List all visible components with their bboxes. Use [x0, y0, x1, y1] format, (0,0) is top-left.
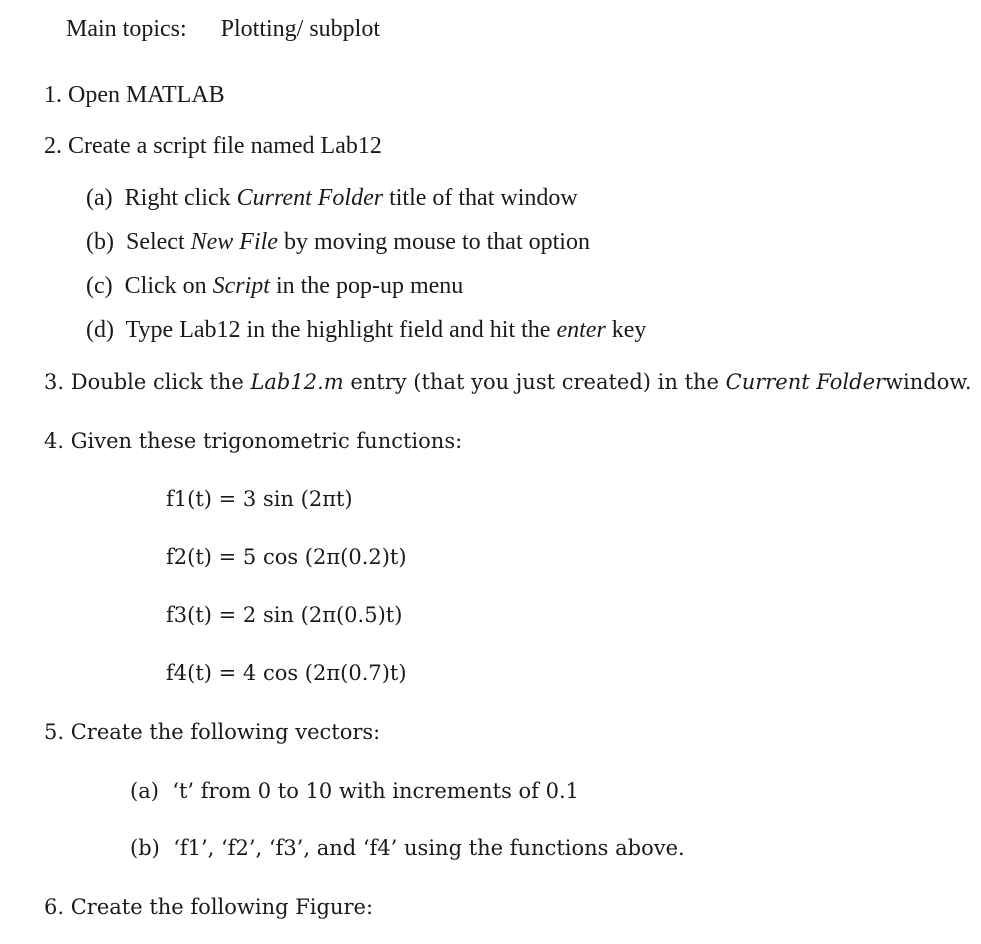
- step-4: [44, 431, 462, 452]
- step-5-sub-b: [130, 838, 685, 859]
- step-3: [44, 372, 972, 393]
- step-2-sub-b: [86, 230, 590, 254]
- step-number: 4.: [44, 429, 65, 453]
- step-number: 2.: [44, 133, 62, 159]
- step-number: 1.: [44, 82, 62, 108]
- sub-text-post: in the pop-up menu: [269, 273, 464, 299]
- step-text: Create the following Figure:: [70, 895, 374, 919]
- step-text: Open MATLAB: [68, 82, 225, 108]
- function-f3: [166, 605, 402, 626]
- step-text: Create a script file named Lab12: [68, 133, 382, 159]
- header-line: [66, 17, 380, 41]
- step-6: [44, 897, 373, 918]
- step-number: 3.: [44, 370, 65, 394]
- sub-text-pre: Right click: [124, 185, 237, 211]
- sub-text-post: by moving mouse to that option: [277, 229, 590, 255]
- sub-text-post: title of that window: [383, 185, 578, 211]
- sub-label: (d): [86, 317, 114, 343]
- sub-text-emphasis: Current Folder: [236, 185, 384, 211]
- step-number: 6.: [44, 895, 65, 919]
- function-formula: f1(t) = 3 sin (2πt): [166, 487, 353, 511]
- step-text: Create the following vectors:: [70, 720, 381, 744]
- step-2-sub-c: [86, 274, 463, 298]
- step-2: [44, 134, 382, 158]
- function-formula: f3(t) = 2 sin (2π(0.5)t): [166, 603, 403, 627]
- sub-text: ‘t’ from 0 to 10 with increments of 0.1: [172, 779, 580, 803]
- step-5: [44, 722, 380, 743]
- sub-text: ‘f1’, ‘f2’, ‘f3’, and ‘f4’ using the functions above.: [173, 836, 685, 860]
- step-text-pre: Double click the: [70, 370, 251, 394]
- sub-text-emphasis: New File: [190, 229, 278, 255]
- step-text-mid: entry (that you just created) in the: [343, 370, 726, 394]
- sub-label: (b): [86, 229, 114, 255]
- sub-label: (a): [86, 185, 113, 211]
- function-f1: [166, 489, 353, 510]
- sub-text-pre: Click on: [124, 273, 213, 299]
- step-text-post: window.: [885, 370, 972, 394]
- step-1: [44, 83, 225, 107]
- step-2-sub-d: [86, 318, 646, 342]
- sub-text-emphasis: enter: [556, 317, 606, 343]
- header-value: Plotting/ subplot: [220, 16, 381, 42]
- window-name-emphasis: Current Folder: [725, 370, 886, 394]
- function-f2: [166, 547, 407, 568]
- step-5-sub-a: [130, 781, 579, 802]
- step-number: 5.: [44, 720, 65, 744]
- step-text: Given these trigonometric functions:: [70, 429, 463, 453]
- sub-label: (a): [130, 779, 159, 803]
- sub-label: (b): [130, 836, 160, 860]
- function-f4: [166, 663, 407, 684]
- function-formula: f2(t) = 5 cos (2π(0.2)t): [166, 545, 407, 569]
- sub-text-post: key: [605, 317, 647, 343]
- step-2-sub-a: [86, 186, 578, 210]
- header-label: Main topics:: [66, 16, 187, 42]
- sub-text-emphasis: Script: [212, 273, 270, 299]
- sub-text-pre: Type Lab12 in the highlight field and hit the: [125, 317, 557, 343]
- file-name-emphasis: Lab12.m: [250, 370, 344, 394]
- sub-text-pre: Select: [125, 229, 191, 255]
- function-formula: f4(t) = 4 cos (2π(0.7)t): [166, 661, 407, 685]
- sub-label: (c): [86, 273, 113, 299]
